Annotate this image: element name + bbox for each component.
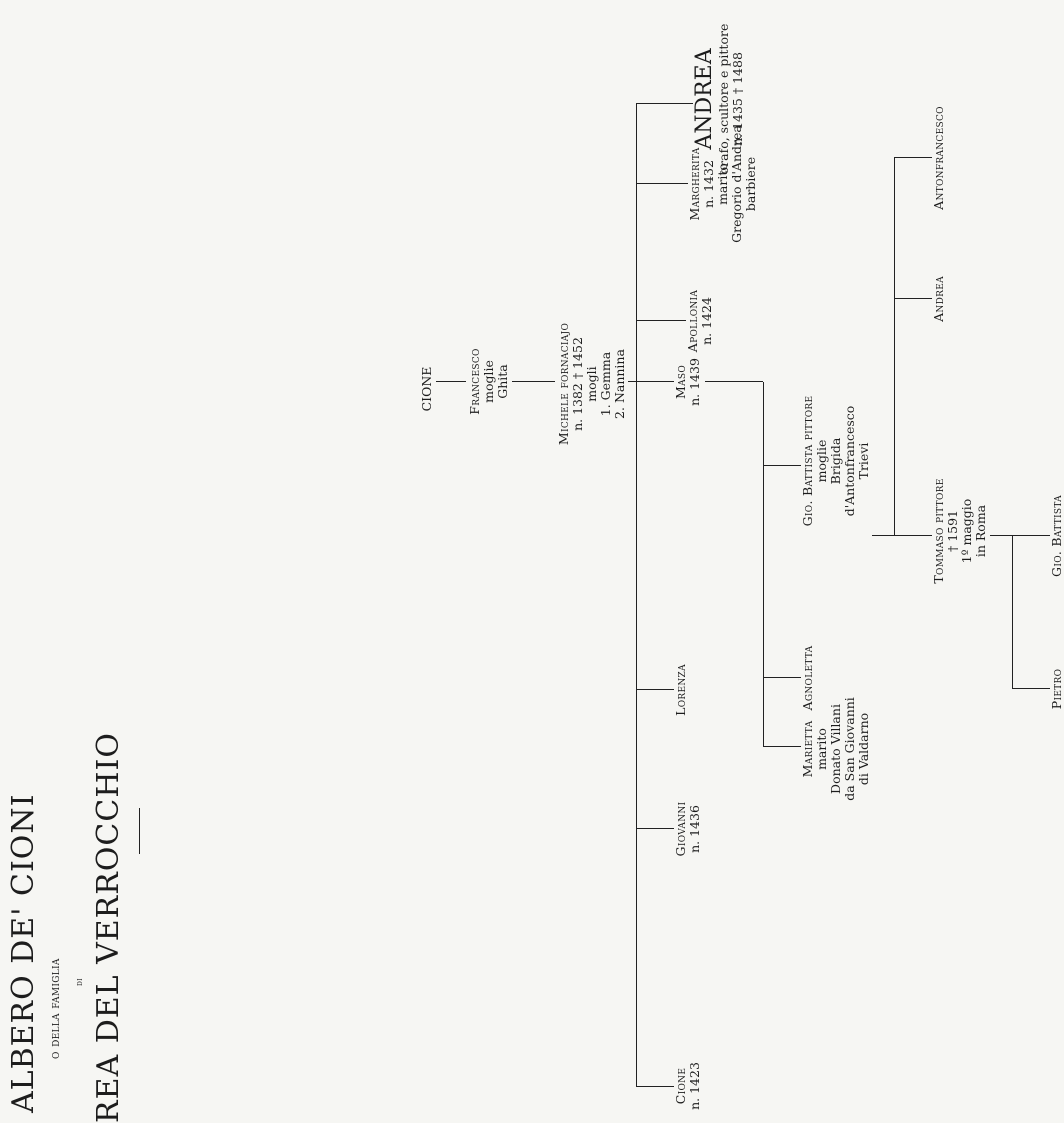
drop-lorenza (636, 689, 674, 690)
person-lorenza: Lorenza (673, 664, 688, 716)
drop-pietro (1012, 688, 1050, 689)
drop-maso (636, 381, 674, 382)
person-margherita: Margherita n. 1432 marito Gregorio d'Andrea barbiere (687, 125, 758, 243)
person-pietro: Pietro (1049, 668, 1064, 710)
connector-francesco-michele (512, 381, 555, 382)
drop-marietta (763, 746, 801, 747)
title-name: REA DEL VERROCCHIO (91, 732, 126, 1123)
connector-maso-down (705, 381, 763, 382)
drop-agnoletta (763, 677, 801, 678)
person-tommaso: Tommaso pittore † 1591 1º maggio in Roma (931, 478, 988, 584)
person-marietta: Marietta marito Donato Villani da San Giovanni di Valdarno (800, 697, 871, 801)
drop-apollonia (636, 320, 686, 321)
person-michele: Michele fornaciajo n. 1382 † 1452 mogli 1. Gemma 2. Nannina (556, 322, 627, 446)
tommaso-children-bar (1012, 536, 1013, 689)
drop-antonfrancesco (894, 157, 932, 158)
person-andrea2: Andrea (931, 276, 946, 322)
gio-battista-children-bar (894, 158, 895, 536)
person-giovanni: Giovanni n. 1436 (673, 801, 702, 857)
title-main: ALBERO DE' CIONI (6, 793, 41, 1113)
person-antonfrancesco: Antonfrancesco (931, 106, 946, 210)
person-apollonia: Apollonia n. 1424 (685, 289, 714, 353)
title-subtitle: o della famiglia (48, 958, 63, 1059)
connector-cione-francesco (436, 381, 466, 382)
connector-michele-down (628, 381, 636, 382)
drop-margherita (636, 183, 688, 184)
title-di: di (75, 978, 85, 986)
person-maso: Maso n. 1439 (673, 358, 702, 406)
drop-andrea2 (894, 298, 932, 299)
person-cione-root: CIONE (419, 366, 434, 412)
drop-tommaso (894, 535, 932, 536)
title-rule (139, 808, 140, 854)
person-gio-battista2: Gio. Battista (1049, 495, 1064, 577)
person-gio-battista: Gio. Battista pittore moglie Brigida d'Antonfrancesco Trievi (800, 395, 871, 527)
maso-children-bar (763, 382, 764, 747)
person-cione: Cione n. 1423 (673, 1062, 702, 1110)
drop-andrea (636, 103, 693, 104)
person-francesco: Francesco moglie Ghita (467, 348, 510, 415)
person-agnoletta: Agnoletta (800, 645, 815, 711)
connector-tommaso-down (990, 535, 1012, 536)
drop-giovanni (636, 828, 674, 829)
drop-gio-battista (763, 465, 801, 466)
drop-cione (636, 1086, 674, 1087)
children-bar (636, 104, 637, 1087)
person-andrea: ANDREA orafo, scultore e pittore n. 1435 † 1488 (692, 23, 745, 175)
drop-gio-battista2 (1012, 535, 1050, 536)
connector-gio-battista-down (872, 535, 894, 536)
